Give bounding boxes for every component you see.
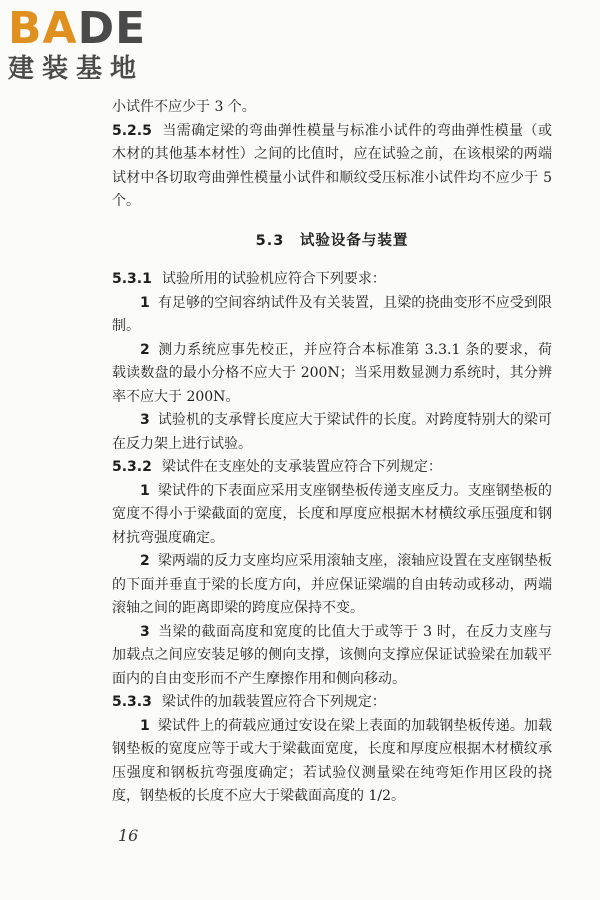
clause-5-3-1: [112, 268, 552, 292]
clause-5-3-3: [112, 691, 552, 715]
clause-text: 当需确定梁的弯曲弹性模量与标准小试件的弯曲弹性模量（或木材的其他基本材性）之间的比值时，应在试验之前，在该根梁的两端试材中各切取弯曲弹性模量小试件和顺纹受压标准小试件均不应少于 5 个。: [112, 122, 552, 209]
list-item: 3 当梁的截面高度和宽度的比值大于或等于 3 时，在反力支座与加载点之间应安装足够的侧向支撑，该侧向支撑应保证试验梁在加载平面内的自由变形而不产生摩擦作用和侧向移动。: [112, 623, 552, 687]
logo-subtitle: 建装基地: [8, 54, 145, 84]
clause-number: 5.3.1: [112, 271, 152, 287]
clause-5-2-5: [112, 120, 552, 214]
list-item: 1 梁试件上的荷载应通过安设在梁上表面的加载钢垫板传递。加载钢垫板的宽度应等于或大于梁截面宽度，长度和厚度应根据木材横纹承压强度和钢板抗弯强度确定；若试验仪测量梁在纯弯矩作用区段的挠度，钢垫板的长度不应大于梁截面高度的 1/2。: [112, 717, 552, 804]
continuation-line: 小试件不应少于 3 个。: [112, 99, 256, 115]
clause-number: 5.2.5: [112, 122, 152, 139]
section-heading-5-3: 5.3 试验设备与装置: [255, 232, 409, 249]
clause-text: 梁试件的加载装置应符合下列规定：: [161, 694, 386, 710]
clause-5-3-2: [112, 456, 552, 480]
list-item: 1 有足够的空间容纳试件及有关装置，且梁的挠曲变形不应受到限制。: [112, 294, 552, 334]
logo-wordmark: BADE: [8, 3, 147, 54]
list-item: 3 试验机的支承臂长度应大于梁试件的长度。对跨度特别大的梁可在反力架上进行试验。: [112, 412, 552, 452]
list-item: 1 梁试件的下表面应采用支座钢垫板传递支座反力。支座钢垫板的宽度不得小于梁截面的宽度，长度和厚度应根据木材横纹承压强度和钢材抗弯强度确定。: [112, 482, 552, 546]
clause-number: 5.3.2: [112, 459, 152, 475]
brand-logo: [8, 4, 183, 84]
clause-number: 5.3.3: [112, 694, 152, 710]
list-item: 2 梁两端的反力支座均应采用滚轴支座，滚轴应设置在支座钢垫板的下面并垂直于梁的长度方向，并应保证梁端的自由转动或移动，两端滚轴之间的距离即梁的跨度应保持不变。: [112, 553, 552, 616]
list-item: 2 测力系统应事先校正，并应符合本标准第 3.3.1 条的要求，荷载读数盘的最小分格不应大于 200N；当采用数显测力系统时，其分辨率不应大于 200N。: [112, 341, 552, 405]
document-body: [112, 96, 552, 809]
clause-text: 试验所用的试验机应符合下列要求：: [161, 271, 386, 287]
page-number: 16: [118, 826, 139, 845]
clause-text: 梁试件在支座处的支承装置应符合下列规定：: [161, 459, 442, 475]
